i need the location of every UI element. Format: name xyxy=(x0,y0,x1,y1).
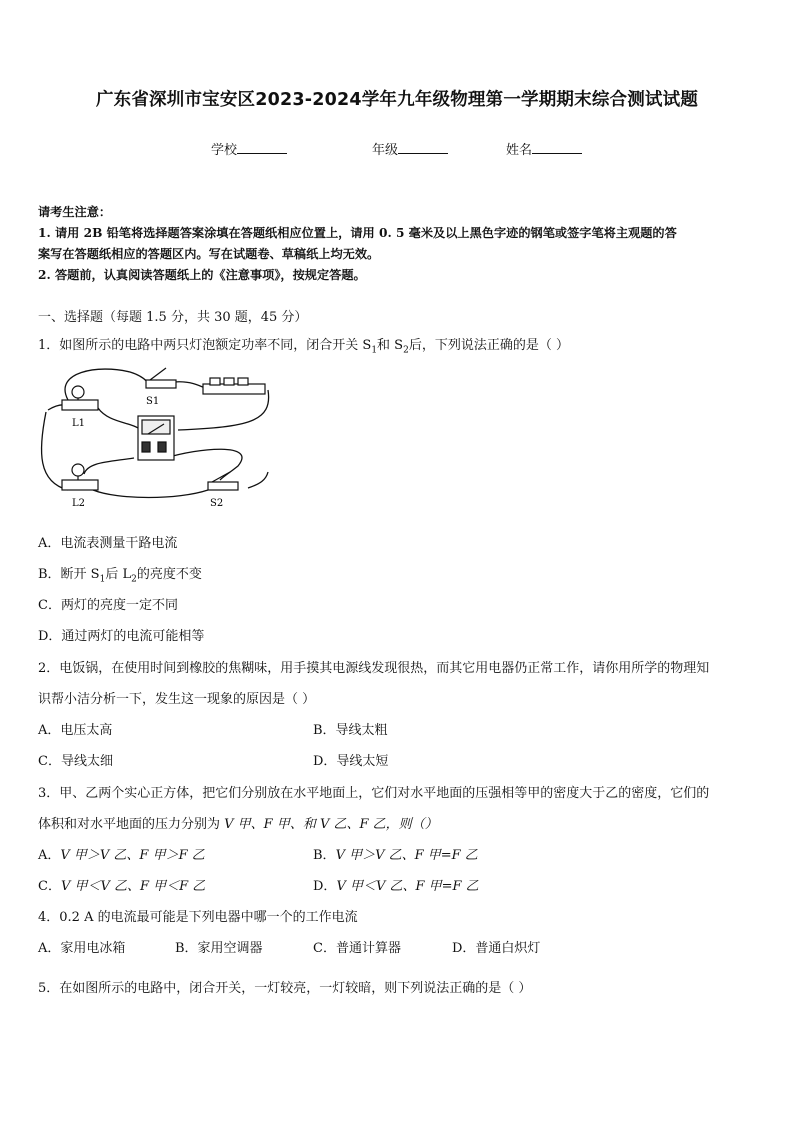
school-blank xyxy=(237,141,287,154)
q1-option-c: C．两灯的亮度一定不同 xyxy=(38,598,178,613)
label-l2: L2 xyxy=(72,498,86,509)
grade-field xyxy=(372,139,448,158)
q1-option-a: A．电流表测量干路电流 xyxy=(38,536,178,551)
notice-line-1a: 1. 请用 2B 铅笔将选择题答案涂填在答题纸相应位置上，请用 0. 5 毫米及以上黑色字迹的钢笔或签字笔将主观题的答 xyxy=(38,226,677,240)
notice-line-2: 2. 答题前，认真阅读答题纸上的《注意事项》，按规定答题。 xyxy=(38,268,366,282)
section-heading: 一、选择题（每题 1.5 分，共 30 题，45 分） xyxy=(38,310,308,325)
q4-stem: 4．0.2 A 的电流最可能是下列电器中哪一个的工作电流 xyxy=(38,910,358,925)
name-blank xyxy=(532,141,582,154)
school-field xyxy=(211,139,287,158)
q2-stem-1: 2．电饭锅，在使用时间到橡胶的焦糊味，用手摸其电源线发现很热，而其它用电器仍正常工作，请你用所学的物理知 xyxy=(38,661,710,676)
q1-option-b: B．断开 $S_1$后 $L_2$的亮度不变 xyxy=(38,567,202,585)
label-s1: S1 xyxy=(146,396,160,407)
q2-option-c: C．导线太细 xyxy=(38,754,113,769)
q1-option-d: D．通过两灯的电流可能相等 xyxy=(38,629,205,644)
school-label: 学校 xyxy=(211,143,238,158)
q3-option-a: A．V 甲＞V 乙、F 甲＞F 乙 xyxy=(38,848,205,863)
q3-stem-1: 3．甲、乙两个实心正方体，把它们分别放在水平地面上，它们对水平地面的压强相等甲的密度大于乙的密度，它们的 xyxy=(38,786,710,801)
grade-label: 年级 xyxy=(372,143,399,158)
q3-option-d: D．V 甲＜V 乙、F 甲=F 乙 xyxy=(313,879,479,894)
q3-stem-2: 体积和对水平地面的压力分别为 V 甲、F 甲、和 V 乙、F 乙，则（） xyxy=(38,817,438,832)
notice-line-1b: 案写在答题纸相应的答题区内。写在试题卷、草稿纸上均无效。 xyxy=(38,247,380,261)
grade-blank xyxy=(398,141,448,154)
q4-option-c: C．普通计算器 xyxy=(313,941,401,956)
q1-stem: 1．如图所示的电路中两只灯泡额定功率不同，闭合开关 $S_1$和 $S_2$后，下列说法正确的是（ ） xyxy=(38,338,569,356)
label-l1: L1 xyxy=(72,418,86,429)
page-title: 广东省深圳市宝安区2023-2024学年九年级物理第一学期期末综合测试试题 xyxy=(95,90,699,110)
name-field xyxy=(506,139,582,158)
q5-stem: 5．在如图所示的电路中，闭合开关，一灯较亮，一灯较暗，则下列说法正确的是（ ） xyxy=(38,981,532,996)
q4-option-d: D．普通白炽灯 xyxy=(452,941,541,956)
label-s2: S2 xyxy=(210,498,224,509)
q2-option-a: A．电压太高 xyxy=(38,723,113,738)
name-label: 姓名 xyxy=(506,143,533,158)
q4-option-b: B．家用空调器 xyxy=(175,941,263,956)
q2-option-d: D．导线太短 xyxy=(313,754,389,769)
q2-option-b: B．导线太粗 xyxy=(313,723,388,738)
circuit-diagram xyxy=(38,362,278,510)
q2-stem-2: 识帮小洁分析一下，发生这一现象的原因是（ ） xyxy=(38,692,316,707)
q3-option-c: C．V 甲＜V 乙、F 甲＜F 乙 xyxy=(38,879,206,894)
notice-heading: 请考生注意： xyxy=(38,205,112,219)
q3-option-b: B．V 甲＞V 乙、F 甲=F 乙 xyxy=(313,848,478,863)
q4-option-a: A．家用电冰箱 xyxy=(38,941,126,956)
